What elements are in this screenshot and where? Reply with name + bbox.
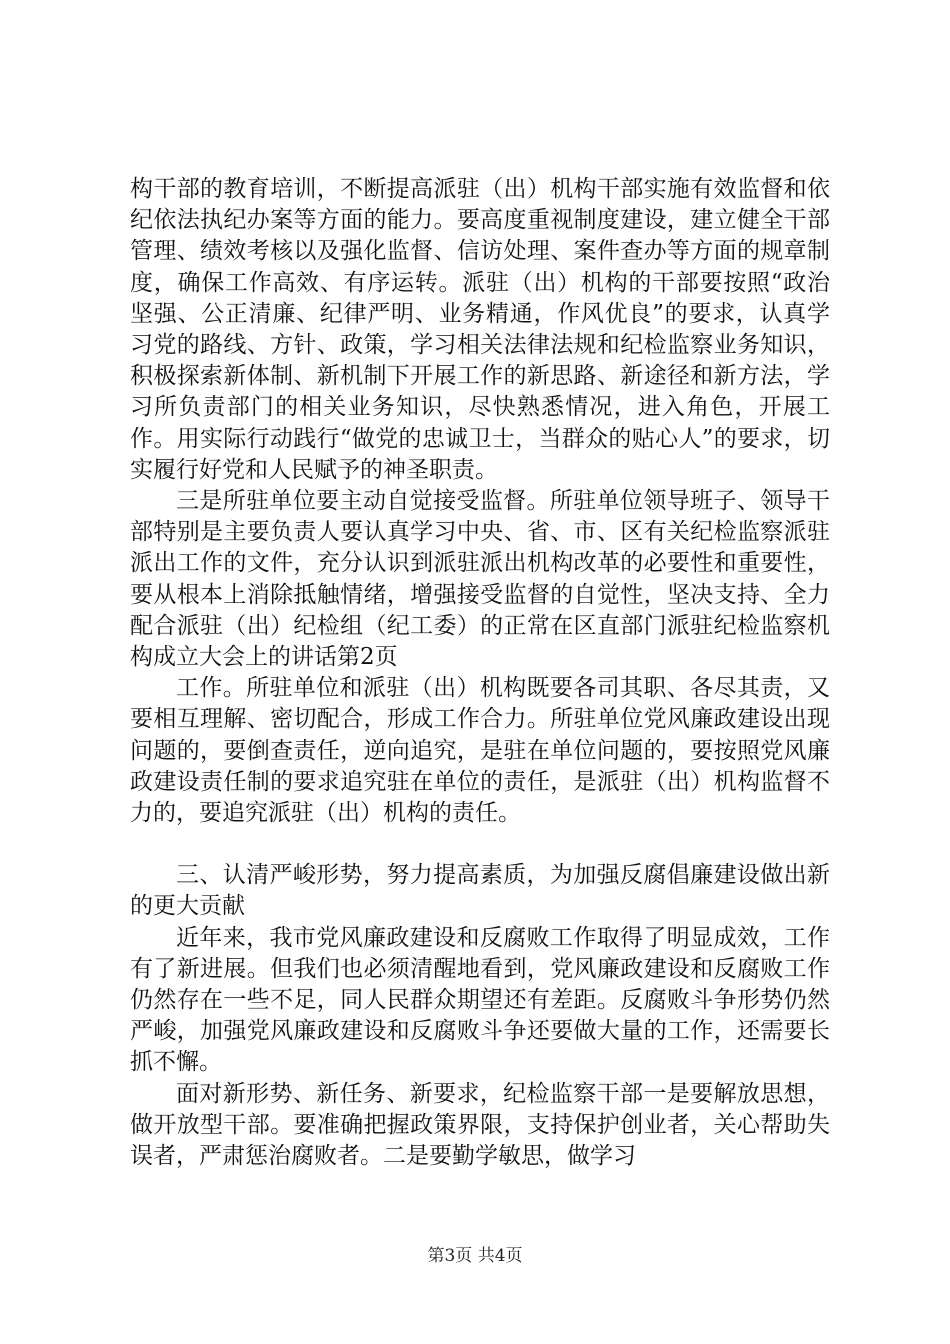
paragraph-new-situation: 面对新形势、新任务、新要求，纪检监察干部一是要解放思想，做开放型干部。要准确把握政策界限，支持保护创业者，关心帮助失误者，严肃惩治腐败者。二是要勤学敏思，做学习 (130, 1080, 830, 1170)
paragraph-accept-supervision: 三是所驻单位要主动自觉接受监督。所驻单位领导班子、领导干部特别是主要负责人要认真学习中央、省、市、区有关纪检监察派驻派出工作的文件，充分认识到派驻派出机构改革的必要性和重要性，要从根本上消除抵触情绪，增强接受监督的自觉性，坚决支持、全力配合派驻（出）纪检组（纪工委）的正常在区直部门派驻纪检监察机构成立大会上的讲话第2页 (130, 488, 830, 671)
section-heading-three: 三、认清严峻形势，努力提高素质，为加强反腐倡廉建设做出新的更大贡献 (130, 862, 830, 920)
paragraph-continuation: 构干部的教育培训，不断提高派驻（出）机构干部实施有效监督和依纪依法执纪办案等方面的能力。要高度重视制度建设，建立健全干部管理、绩效考核以及强化监督、信访处理、案件查办等方面的规章制度，确保工作高效、有序运转。派驻（出）机构的干部要按照“政治坚强、公正清廉、纪律严明、业务精通，作风优良”的要求，认真学习党的路线、方针、政策，学习相关法律法规和纪检监察业务知识，积极探索新体制、新机制下开展工作的新思路、新途径和新方法，学习所负责部门的相关业务知识，尽快熟悉情况，进入角色，开展工作。用实际行动践行“做党的忠诚卫士，当群众的贴心人”的要求，切实履行好党和人民赋予的神圣职责。 (130, 176, 830, 483)
page-number-footer: 第3页 共4页 (427, 1246, 523, 1266)
paragraph-recent-years: 近年来，我市党风廉政建设和反腐败工作取得了明显成效，工作有了新进展。但我们也必须清醒地看到，党风廉政建设和反腐败工作仍然存在一些不足，同人民群众期望还有差距。反腐败斗争形势仍然严峻，加强党风廉政建设和反腐败斗争还要做大量的工作，还需要长抓不懈。 (130, 924, 830, 1076)
body-text (130, 174, 830, 1172)
paragraph-work-cooperation: 工作。所驻单位和派驻（出）机构既要各司其职、各尽其责，又要相互理解、密切配合，形成工作合力。所驻单位党风廉政建设出现问题的，要倒查责任，逆向追究，是驻在单位问题的，要按照党风廉政建设责任制的要求追究驻在单位的责任，是派驻（出）机构监督不力的，要追究派驻（出）机构的责任。 (130, 675, 830, 827)
paragraph-spacer (130, 829, 830, 860)
